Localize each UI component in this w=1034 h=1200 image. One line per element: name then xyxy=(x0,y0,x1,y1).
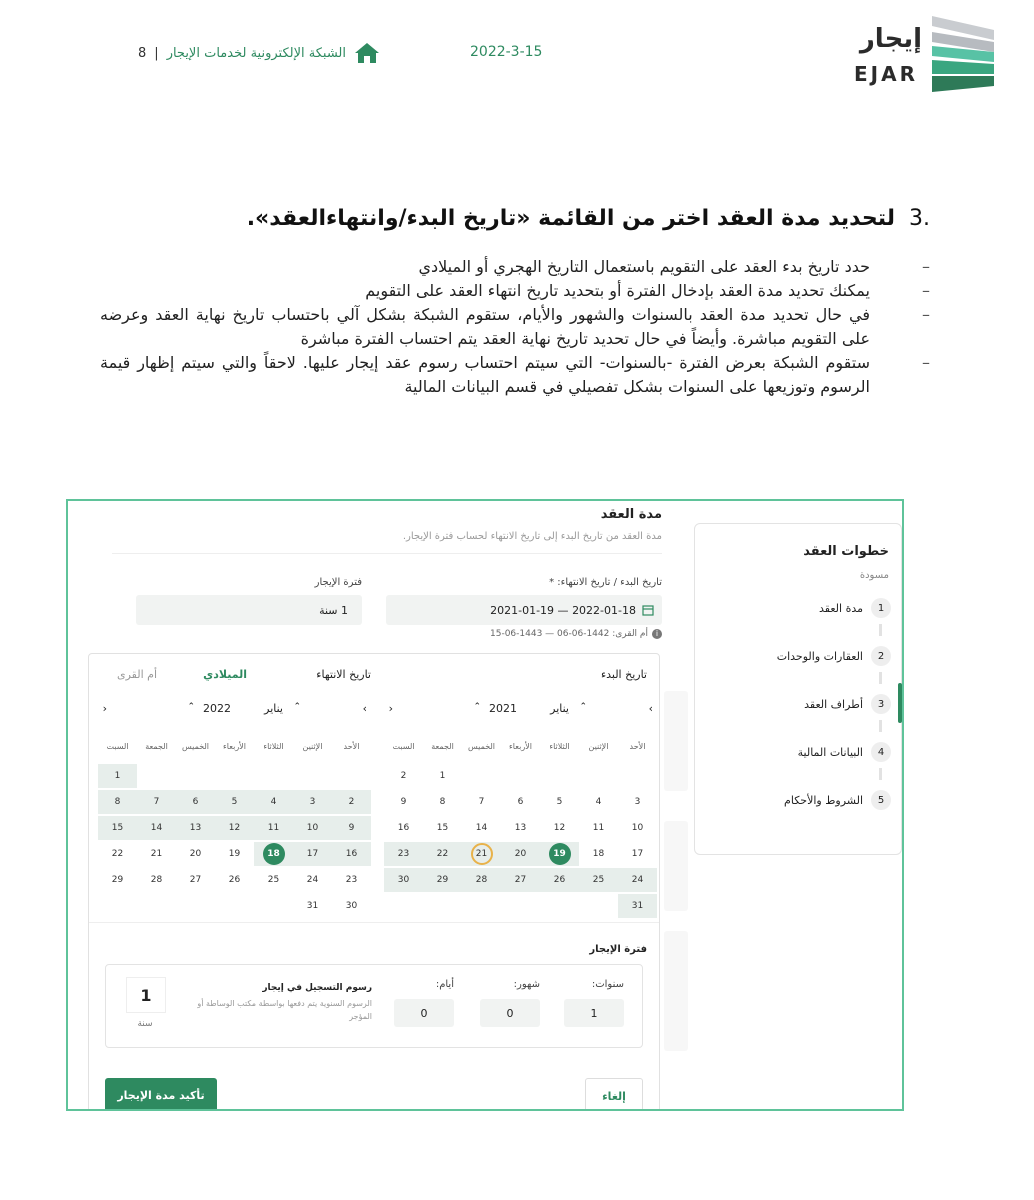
step-number: 1 xyxy=(871,598,891,618)
day-cell[interactable]: 13 xyxy=(514,823,527,833)
day-cell[interactable]: 29 xyxy=(423,868,462,892)
day-cell[interactable]: 12 xyxy=(215,816,254,840)
tab-start-date[interactable]: تاريخ البدء xyxy=(600,668,647,681)
step-label: مدة العقد xyxy=(819,601,863,615)
day-cell[interactable]: 25 xyxy=(579,868,618,892)
weekday-label: الخميس xyxy=(181,742,210,751)
day-cell[interactable]: 30 xyxy=(345,901,358,911)
day-cell[interactable]: 10 xyxy=(631,823,644,833)
empty-day-cell xyxy=(293,764,332,788)
day-cell[interactable]: 13 xyxy=(176,816,215,840)
empty-day-cell xyxy=(215,894,254,918)
step-number: 5 xyxy=(871,790,891,810)
day-cell[interactable]: 10 xyxy=(293,816,332,840)
year-select[interactable]: 2022 xyxy=(203,702,231,715)
empty-day-cell xyxy=(579,764,618,788)
day-cell[interactable]: 7 xyxy=(478,797,485,807)
chevron-up-icon[interactable]: ⌃ xyxy=(473,702,481,712)
day-cell[interactable]: 20 xyxy=(501,842,540,866)
day-cell[interactable]: 11 xyxy=(592,823,605,833)
day-cell[interactable]: 19 xyxy=(228,849,241,859)
fee-note: الرسوم السنوية يتم دفعها بواسطة مكتب الوساطة أو المؤجر xyxy=(197,999,372,1021)
section-title-text: لتحديد مدة العقد اختر من القائمة «تاريخ البدء/وانتهاءالعقد». xyxy=(246,206,895,231)
day-cell[interactable]: 22 xyxy=(111,849,124,859)
day-cell[interactable]: 15 xyxy=(98,816,137,840)
empty-day-cell xyxy=(137,894,176,918)
chevron-up-icon[interactable]: ⌃ xyxy=(293,702,301,712)
weekday-label: الأربعاء xyxy=(509,742,532,751)
weekday-label: الجمعة xyxy=(145,742,168,751)
empty-day-cell xyxy=(501,764,540,788)
day-cell[interactable]: 2 xyxy=(332,790,371,814)
fee-title: رسوم التسجيل في إيجار xyxy=(262,983,372,993)
day-cell[interactable]: 5 xyxy=(556,797,563,807)
step-label: الشروط والأحكام xyxy=(784,793,863,807)
day-cell[interactable]: 11 xyxy=(254,816,293,840)
day-cell[interactable]: 21 xyxy=(462,842,501,866)
month-select[interactable]: يناير xyxy=(550,702,569,715)
step-number: 4 xyxy=(871,742,891,762)
bullet-item: – ستقوم الشبكة بعرض الفترة -بالسنوات- التي سيتم احتساب رسوم عقد إيجار عليها. لاحقاً والتي سيتم إظهار قيمة الرسوم وتوزيعها على السنوات بشكل تفصيلي في قسم البيانات المالية xyxy=(100,351,930,399)
weekday-label: الأحد xyxy=(629,742,646,751)
step-contract-parties[interactable] xyxy=(804,692,891,716)
background-card xyxy=(664,691,688,791)
weekday-label: الخميس xyxy=(467,742,496,751)
weekday-label: الأحد xyxy=(343,742,360,751)
dates-label: تاريخ البدء / تاريخ الانتهاء: * xyxy=(549,577,662,588)
period-label: فترة الإيجار xyxy=(314,577,362,588)
step-connector xyxy=(879,624,882,636)
step-connector xyxy=(879,672,882,684)
duration-label: فترة الإيجار xyxy=(589,944,647,955)
main-subtitle: مدة العقد من تاريخ البدء إلى تاريخ الانتهاء لحساب فترة الإيجار. xyxy=(402,531,662,542)
step-label: أطراف العقد xyxy=(804,697,863,711)
empty-day-cell xyxy=(540,894,579,918)
cancel-button[interactable]: إلغاء xyxy=(585,1078,643,1111)
month-nav xyxy=(95,702,371,722)
step-connector xyxy=(879,768,882,780)
day-cell[interactable]: 3 xyxy=(634,797,641,807)
day-cell[interactable]: 20 xyxy=(189,849,202,859)
contract-steps-panel xyxy=(694,523,902,855)
empty-day-cell xyxy=(332,764,371,788)
day-cell[interactable]: 4 xyxy=(254,790,293,814)
day-cell[interactable]: 28 xyxy=(150,875,163,885)
weekday-label: الثلاثاء xyxy=(549,742,570,751)
day-cell[interactable]: 23 xyxy=(384,842,423,866)
empty-day-cell xyxy=(618,764,657,788)
day-cell[interactable]: 26 xyxy=(540,868,579,892)
day-cell[interactable]: 2 xyxy=(400,771,407,781)
month-select[interactable]: يناير xyxy=(264,702,283,715)
period-value: 1 سنة xyxy=(319,603,348,617)
day-cell[interactable]: 14 xyxy=(475,823,488,833)
instructions-section xyxy=(100,206,930,415)
tab-hijri[interactable]: أم القرى xyxy=(116,668,157,681)
empty-day-cell xyxy=(462,894,501,918)
dates-field[interactable] xyxy=(386,595,662,625)
day-cell[interactable]: 24 xyxy=(618,868,657,892)
confirm-duration-button[interactable]: تأكيد مدة الإيجار xyxy=(105,1078,217,1111)
prev-month-icon[interactable]: ‹ xyxy=(362,702,367,715)
empty-day-cell xyxy=(423,894,462,918)
chevron-up-icon[interactable]: ⌃ xyxy=(579,702,587,712)
page-number: 8 xyxy=(138,45,147,61)
day-cell[interactable]: 24 xyxy=(306,875,319,885)
day-cell[interactable]: 12 xyxy=(553,823,566,833)
day-cell[interactable]: 7 xyxy=(137,790,176,814)
calendar-icon xyxy=(642,604,654,616)
step-number: 2 xyxy=(871,646,891,666)
day-cell[interactable]: 17 xyxy=(293,842,332,866)
step-contract-duration[interactable] xyxy=(819,596,891,620)
day-cell[interactable]: 18 xyxy=(592,849,605,859)
empty-day-cell xyxy=(98,894,137,918)
step-connector xyxy=(879,720,882,732)
day-cell[interactable]: 6 xyxy=(517,797,524,807)
day-cell[interactable]: 9 xyxy=(400,797,407,807)
header-date: 2022-3-15 xyxy=(470,44,543,60)
months-label: شهور: xyxy=(513,979,540,990)
active-step-indicator xyxy=(898,683,902,723)
weekday-label: الإثنين xyxy=(302,742,323,751)
years-input[interactable]: 1 xyxy=(564,999,624,1027)
day-cell[interactable]: 17 xyxy=(631,849,644,859)
header-network xyxy=(100,42,380,64)
main-title: مدة العقد xyxy=(600,507,662,522)
bullet-item: – يمكنك تحديد مدة العقد بإدخال الفترة أو بتحديد تاريخ انتهاء العقد على التقويم xyxy=(100,279,930,303)
weekday-label: الثلاثاء xyxy=(263,742,284,751)
day-cell[interactable]: 8 xyxy=(439,797,446,807)
months-input[interactable]: 0 xyxy=(480,999,540,1027)
bullet-list xyxy=(100,255,930,399)
years-label: سنوات: xyxy=(591,979,624,990)
day-cell[interactable]: 16 xyxy=(332,842,371,866)
info-icon: i xyxy=(652,629,662,639)
network-title: الشبكة الإلكترونية لخدمات الإيجار xyxy=(166,45,346,61)
day-cell[interactable]: 26 xyxy=(228,875,241,885)
day-cell[interactable]: 4 xyxy=(595,797,602,807)
day-cell[interactable]: 9 xyxy=(332,816,371,840)
steps-status: مسودة xyxy=(859,570,889,581)
background-card xyxy=(664,931,688,1051)
days-label: أيام: xyxy=(435,979,454,990)
duration-box xyxy=(105,964,643,1048)
dates-value: 2022-01-18 — 2021-01-19 xyxy=(490,603,636,617)
day-cell[interactable]: 5 xyxy=(215,790,254,814)
weekday-header xyxy=(95,742,371,756)
period-field[interactable] xyxy=(136,595,362,625)
fee-years-unit: سنة xyxy=(137,1019,153,1029)
header-separator: | xyxy=(154,45,159,61)
day-cell[interactable]: 27 xyxy=(501,868,540,892)
days-input[interactable]: 0 xyxy=(394,999,454,1027)
day-cell[interactable]: 22 xyxy=(423,842,462,866)
step-properties-units[interactable] xyxy=(777,644,891,668)
fee-years-count: 1 xyxy=(126,977,166,1013)
month-nav xyxy=(381,702,657,722)
logo-arabic: إيجار xyxy=(859,24,922,54)
day-cell[interactable]: 31 xyxy=(306,901,319,911)
empty-day-cell xyxy=(501,894,540,918)
weekday-label: الإثنين xyxy=(588,742,609,751)
home-icon xyxy=(354,42,380,64)
divider xyxy=(112,553,662,554)
step-label: البيانات المالية xyxy=(797,745,863,759)
prev-month-icon[interactable]: ‹ xyxy=(648,702,653,715)
logo-english: EJAR xyxy=(854,62,918,86)
background-card xyxy=(664,821,688,911)
year-select[interactable]: 2021 xyxy=(489,702,517,715)
day-cell[interactable]: 21 xyxy=(150,849,163,859)
weekday-label: السبت xyxy=(392,742,415,751)
day-cell[interactable]: 29 xyxy=(111,875,124,885)
tab-gregorian[interactable]: الميلادي xyxy=(203,668,247,681)
weekday-label: الأربعاء xyxy=(223,742,246,751)
empty-day-cell xyxy=(540,764,579,788)
empty-day-cell xyxy=(176,764,215,788)
day-cell[interactable]: 31 xyxy=(618,894,657,918)
day-cell[interactable]: 27 xyxy=(189,875,202,885)
tab-end-date[interactable]: تاريخ الانتهاء xyxy=(316,668,371,681)
day-cell[interactable]: 18 xyxy=(254,842,293,866)
hijri-note xyxy=(490,629,662,639)
chevron-up-icon[interactable]: ⌃ xyxy=(187,702,195,712)
empty-day-cell xyxy=(579,894,618,918)
day-cell[interactable]: 23 xyxy=(345,875,358,885)
section-title xyxy=(100,206,930,231)
step-label: العقارات والوحدات xyxy=(776,649,863,663)
day-cell[interactable]: 25 xyxy=(267,875,280,885)
weekday-label: الجمعة xyxy=(431,742,454,751)
step-terms-conditions[interactable] xyxy=(784,788,891,812)
calendar-start-month xyxy=(381,692,657,932)
day-cell[interactable]: 14 xyxy=(137,816,176,840)
day-cell[interactable]: 8 xyxy=(98,790,137,814)
empty-day-cell xyxy=(215,764,254,788)
day-cell[interactable]: 16 xyxy=(397,823,410,833)
hijri-note-text: أم القرى: 1442-06-06 — 1443-06-15 xyxy=(490,629,648,639)
empty-day-cell xyxy=(462,764,501,788)
section-number: .3 xyxy=(909,206,930,231)
bullet-item: – في حال تحديد مدة العقد بالسنوات والشهور والأيام، ستقوم الشبكة بشكل آلي باحتساب تاريخ نهاية العقد وعرضه على التقويم مباشرة. وأيضاً في حال تحديد تاريخ نهاية العقد يتم احتساب الفترة مباشرة xyxy=(100,303,930,351)
step-number: 3 xyxy=(871,694,891,714)
steps-title: خطوات العقد xyxy=(803,544,889,559)
embedded-screenshot xyxy=(66,499,904,1111)
day-cell[interactable]: 15 xyxy=(436,823,449,833)
weekday-label: السبت xyxy=(106,742,129,751)
empty-day-cell xyxy=(176,894,215,918)
day-cell[interactable]: 30 xyxy=(384,868,423,892)
weekday-header xyxy=(381,742,657,756)
empty-day-cell xyxy=(137,764,176,788)
day-cell[interactable]: 1 xyxy=(439,771,446,781)
logo-stripes-icon xyxy=(932,16,994,92)
date-picker-popup xyxy=(88,653,660,1111)
day-cell[interactable]: 28 xyxy=(462,868,501,892)
step-financial-data[interactable] xyxy=(798,740,891,764)
ejar-logo xyxy=(852,14,992,94)
empty-day-cell xyxy=(384,894,423,918)
divider xyxy=(89,922,659,923)
day-cell[interactable]: 3 xyxy=(293,790,332,814)
calendar-end-month xyxy=(95,692,371,932)
empty-day-cell xyxy=(254,894,293,918)
day-cell[interactable]: 19 xyxy=(540,842,579,866)
bullet-item: – حدد تاريخ بدء العقد على التقويم باستعمال التاريخ الهجري أو الميلادي xyxy=(100,255,930,279)
next-month-icon[interactable]: › xyxy=(102,702,107,715)
day-cell[interactable]: 1 xyxy=(98,764,137,788)
empty-day-cell xyxy=(254,764,293,788)
next-month-icon[interactable]: › xyxy=(388,702,393,715)
day-cell[interactable]: 6 xyxy=(176,790,215,814)
